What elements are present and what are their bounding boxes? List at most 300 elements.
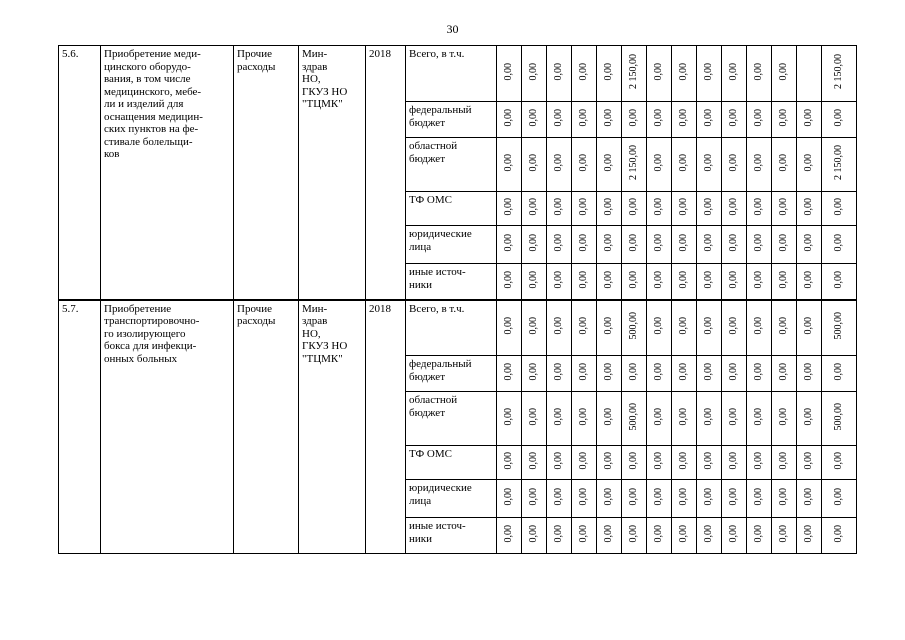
value-cell — [747, 392, 772, 446]
value-text: 0,00 — [528, 234, 539, 252]
value-cell — [622, 300, 647, 356]
funding-source-text: иные источ- ники — [409, 520, 466, 545]
value-cell — [822, 446, 857, 480]
value-cell — [797, 192, 822, 226]
funding-source-text: юридические лица — [409, 482, 472, 507]
value-cell — [672, 300, 697, 356]
value-cell — [597, 518, 622, 554]
value-cell — [797, 392, 822, 446]
value-text: 0,00 — [603, 525, 614, 543]
funding-source — [406, 356, 497, 392]
value-text: 0,00 — [753, 525, 764, 543]
value-text: 0,00 — [653, 317, 664, 335]
value-cell — [722, 46, 747, 102]
value-text: 0,00 — [578, 154, 589, 172]
value-text: 0,00 — [578, 488, 589, 506]
value-text: 0,00 — [678, 452, 689, 470]
value-cell — [497, 392, 522, 446]
value-cell — [572, 138, 597, 192]
value-text: 0,00 — [778, 270, 789, 289]
value-cell — [547, 264, 572, 300]
value-text: 0,00 — [578, 363, 589, 381]
item-number-text: 5.7. — [62, 302, 79, 315]
value-text: 0,00 — [778, 154, 789, 172]
value-text: 0,00 — [753, 198, 764, 216]
value-text: 0,00 — [628, 488, 639, 506]
value-text: 0,00 — [703, 317, 714, 335]
value-text: 0,00 — [833, 270, 844, 289]
value-cell — [497, 356, 522, 392]
value-cell — [772, 264, 797, 300]
funding-source-text: федеральный бюджет — [409, 104, 472, 129]
value-text: 0,00 — [833, 452, 844, 470]
value-cell — [497, 102, 522, 138]
value-cell — [672, 138, 697, 192]
value-text: 2 150,00 — [833, 145, 844, 181]
value-cell — [697, 226, 722, 264]
value-text: 0,00 — [653, 525, 664, 543]
value-cell — [747, 518, 772, 554]
value-text: 0,00 — [753, 317, 764, 335]
funding-source — [406, 480, 497, 518]
value-cell — [597, 300, 622, 356]
value-text: 0,00 — [503, 154, 514, 172]
value-cell — [822, 300, 857, 356]
value-cell — [647, 480, 672, 518]
value-cell — [822, 356, 857, 392]
value-text: 0,00 — [553, 109, 564, 127]
value-cell — [647, 446, 672, 480]
value-cell — [572, 480, 597, 518]
value-text: 0,00 — [578, 109, 589, 127]
value-cell — [647, 356, 672, 392]
value-cell — [597, 356, 622, 392]
value-cell — [647, 226, 672, 264]
value-cell — [797, 138, 822, 192]
value-cell — [797, 46, 822, 102]
item-name — [101, 46, 234, 300]
value-cell — [647, 192, 672, 226]
value-text: 0,00 — [503, 317, 514, 335]
value-cell — [622, 46, 647, 102]
value-cell — [772, 102, 797, 138]
value-text: 0,00 — [678, 408, 689, 426]
executor — [299, 300, 366, 554]
value-cell — [547, 138, 572, 192]
value-text: 0,00 — [803, 198, 814, 216]
value-text: 0,00 — [703, 363, 714, 381]
value-cell — [747, 138, 772, 192]
value-cell — [647, 102, 672, 138]
value-cell — [522, 102, 547, 138]
executor-text: Мин- здрав НО, ГКУЗ НО "ТЦМК" — [302, 48, 348, 110]
expense-type — [234, 300, 299, 554]
value-cell — [747, 264, 772, 300]
value-text: 2 150,00 — [833, 54, 844, 90]
value-cell — [697, 264, 722, 300]
value-cell — [522, 138, 547, 192]
value-text: 0,00 — [703, 452, 714, 470]
value-text: 500,00 — [833, 312, 844, 340]
value-text: 0,00 — [628, 109, 639, 127]
table-row — [59, 46, 857, 102]
funding-source-text: Всего, в т.ч. — [409, 302, 465, 315]
value-cell — [797, 356, 822, 392]
value-text: 0,00 — [503, 488, 514, 506]
value-text: 0,00 — [753, 363, 764, 381]
value-text: 0,00 — [653, 63, 664, 81]
value-text: 0,00 — [603, 270, 614, 289]
value-cell — [597, 46, 622, 102]
value-cell — [772, 446, 797, 480]
value-text: 0,00 — [628, 452, 639, 470]
value-cell — [672, 192, 697, 226]
value-text: 0,00 — [728, 488, 739, 506]
value-text: 0,00 — [778, 363, 789, 381]
year-text: 2018 — [369, 302, 391, 315]
value-cell — [797, 446, 822, 480]
value-text: 0,00 — [628, 270, 639, 289]
value-text: 0,00 — [653, 109, 664, 127]
value-cell — [772, 480, 797, 518]
value-cell — [647, 300, 672, 356]
value-text: 0,00 — [703, 198, 714, 216]
value-text: 0,00 — [553, 488, 564, 506]
value-cell — [522, 356, 547, 392]
value-text: 0,00 — [653, 234, 664, 252]
value-text: 0,00 — [778, 488, 789, 506]
value-cell — [497, 518, 522, 554]
value-text: 0,00 — [803, 270, 814, 289]
value-cell — [772, 138, 797, 192]
value-cell — [697, 446, 722, 480]
value-text: 0,00 — [578, 270, 589, 289]
value-cell — [572, 518, 597, 554]
value-cell — [572, 392, 597, 446]
value-cell — [622, 138, 647, 192]
value-cell — [747, 102, 772, 138]
value-cell — [622, 102, 647, 138]
value-cell — [772, 192, 797, 226]
value-text: 2 150,00 — [628, 54, 639, 90]
value-cell — [722, 446, 747, 480]
value-text: 0,00 — [678, 317, 689, 335]
value-cell — [747, 446, 772, 480]
value-text: 0,00 — [678, 154, 689, 172]
value-cell — [697, 46, 722, 102]
value-cell — [597, 102, 622, 138]
value-cell — [722, 480, 747, 518]
value-cell — [522, 480, 547, 518]
value-cell — [697, 392, 722, 446]
value-text: 0,00 — [753, 109, 764, 127]
value-text: 0,00 — [578, 63, 589, 81]
expense-type — [234, 46, 299, 300]
value-cell — [522, 192, 547, 226]
value-text: 0,00 — [578, 198, 589, 216]
value-text: 0,00 — [803, 488, 814, 506]
value-text: 0,00 — [553, 154, 564, 172]
value-text: 0,00 — [703, 488, 714, 506]
funding-source-text: иные источ- ники — [409, 266, 466, 291]
value-cell — [647, 518, 672, 554]
value-text: 0,00 — [678, 63, 689, 81]
value-text: 0,00 — [728, 452, 739, 470]
value-text: 0,00 — [553, 525, 564, 543]
value-cell — [622, 356, 647, 392]
value-text: 0,00 — [703, 154, 714, 172]
year — [366, 300, 406, 554]
value-text: 0,00 — [803, 109, 814, 127]
value-text: 0,00 — [728, 234, 739, 252]
funding-source — [406, 264, 497, 300]
item-number — [59, 300, 101, 554]
value-cell — [772, 392, 797, 446]
value-cell — [822, 46, 857, 102]
funding-source — [406, 102, 497, 138]
value-cell — [797, 102, 822, 138]
funding-source-text: ТФ ОМС — [409, 448, 452, 460]
value-text: 0,00 — [703, 525, 714, 543]
value-text: 0,00 — [778, 408, 789, 426]
value-text: 0,00 — [778, 234, 789, 252]
executor-text: Мин- здрав НО, ГКУЗ НО "ТЦМК" — [302, 302, 348, 365]
funding-source — [406, 300, 497, 356]
value-text: 0,00 — [753, 234, 764, 252]
value-text: 500,00 — [628, 312, 639, 340]
value-cell — [747, 356, 772, 392]
value-text: 0,00 — [653, 408, 664, 426]
value-text: 0,00 — [653, 198, 664, 216]
value-cell — [697, 480, 722, 518]
value-cell — [672, 518, 697, 554]
page-number: 30 — [446, 22, 459, 36]
value-cell — [597, 264, 622, 300]
funding-source — [406, 46, 497, 102]
value-cell — [597, 446, 622, 480]
value-cell — [697, 518, 722, 554]
value-text: 0,00 — [503, 363, 514, 381]
value-text: 0,00 — [833, 109, 844, 127]
value-text: 0,00 — [553, 63, 564, 81]
value-text: 0,00 — [678, 488, 689, 506]
value-text: 0,00 — [833, 363, 844, 381]
value-cell — [597, 392, 622, 446]
value-text: 0,00 — [503, 109, 514, 127]
value-cell — [572, 226, 597, 264]
value-text: 0,00 — [728, 363, 739, 381]
value-text: 0,00 — [778, 63, 789, 81]
value-cell — [497, 264, 522, 300]
value-text: 0,00 — [728, 63, 739, 81]
value-cell — [497, 138, 522, 192]
value-cell — [722, 102, 747, 138]
value-cell — [622, 518, 647, 554]
value-text: 0,00 — [553, 363, 564, 381]
value-cell — [722, 192, 747, 226]
value-cell — [622, 446, 647, 480]
value-text: 0,00 — [528, 525, 539, 543]
year — [366, 46, 406, 300]
value-cell — [647, 138, 672, 192]
value-cell — [547, 102, 572, 138]
value-text: 0,00 — [603, 408, 614, 426]
value-cell — [597, 226, 622, 264]
value-cell — [672, 46, 697, 102]
funding-source-text: областной бюджет — [409, 394, 458, 419]
value-cell — [797, 518, 822, 554]
value-cell — [697, 356, 722, 392]
value-text: 0,00 — [753, 452, 764, 470]
value-text: 0,00 — [728, 408, 739, 426]
value-text: 0,00 — [553, 198, 564, 216]
value-text: 0,00 — [528, 198, 539, 216]
value-cell — [622, 264, 647, 300]
value-text: 0,00 — [833, 234, 844, 252]
value-cell — [672, 356, 697, 392]
value-text: 0,00 — [703, 63, 714, 81]
value-cell — [797, 226, 822, 264]
value-text: 0,00 — [503, 234, 514, 252]
executor — [299, 46, 366, 300]
value-text: 0,00 — [578, 452, 589, 470]
funding-source-text: ТФ ОМС — [409, 194, 452, 206]
value-cell — [572, 264, 597, 300]
value-text: 0,00 — [778, 198, 789, 216]
item-number-text: 5.6. — [62, 48, 79, 60]
value-text: 0,00 — [803, 154, 814, 172]
funding-source-text: юридические лица — [409, 228, 472, 253]
value-text: 0,00 — [528, 452, 539, 470]
value-text: 0,00 — [628, 234, 639, 252]
value-text: 0,00 — [603, 109, 614, 127]
value-text: 0,00 — [728, 109, 739, 127]
value-text: 0,00 — [553, 452, 564, 470]
value-cell — [547, 392, 572, 446]
value-cell — [547, 518, 572, 554]
value-text: 0,00 — [528, 363, 539, 381]
value-text: 500,00 — [833, 403, 844, 431]
value-text: 0,00 — [503, 452, 514, 470]
value-cell — [522, 226, 547, 264]
value-cell — [772, 46, 797, 102]
value-cell — [822, 480, 857, 518]
value-text: 0,00 — [628, 525, 639, 543]
value-text: 0,00 — [728, 317, 739, 335]
value-cell — [672, 446, 697, 480]
value-text: 0,00 — [833, 525, 844, 543]
value-cell — [597, 138, 622, 192]
value-text: 0,00 — [503, 63, 514, 81]
item-name-text: Приобретение транспортировочно- го изолирующего бокса для инфекци- онных больных — [104, 302, 200, 365]
value-text: 0,00 — [653, 452, 664, 470]
value-cell — [722, 226, 747, 264]
value-text: 0,00 — [653, 363, 664, 381]
value-cell — [747, 226, 772, 264]
value-cell — [772, 300, 797, 356]
value-cell — [547, 192, 572, 226]
item-name-text: Приобретение меди- цинского оборудо- вания, в том числе медицинского, мебе- ли и изделий для оснащения медицин- ских пунктов на фе- стивале болельщи- ков — [104, 48, 203, 160]
value-text: 0,00 — [753, 270, 764, 289]
value-text: 0,00 — [603, 488, 614, 506]
value-text: 0,00 — [528, 270, 539, 289]
value-cell — [747, 300, 772, 356]
value-text: 0,00 — [553, 408, 564, 426]
value-cell — [672, 102, 697, 138]
value-cell — [522, 446, 547, 480]
value-cell — [547, 226, 572, 264]
value-text: 0,00 — [603, 198, 614, 216]
value-cell — [822, 138, 857, 192]
value-text: 0,00 — [553, 317, 564, 335]
value-cell — [697, 300, 722, 356]
year-text: 2018 — [369, 48, 391, 60]
value-cell — [497, 46, 522, 102]
value-text: 0,00 — [803, 363, 814, 381]
value-text: 0,00 — [503, 408, 514, 426]
value-cell — [522, 392, 547, 446]
value-text: 0,00 — [803, 452, 814, 470]
value-text: 0,00 — [553, 270, 564, 289]
value-cell — [622, 392, 647, 446]
value-text: 0,00 — [678, 270, 689, 289]
value-text: 0,00 — [728, 525, 739, 543]
value-cell — [722, 356, 747, 392]
value-cell — [822, 226, 857, 264]
value-text: 0,00 — [603, 154, 614, 172]
value-cell — [497, 480, 522, 518]
value-cell — [772, 356, 797, 392]
value-cell — [497, 300, 522, 356]
value-text: 0,00 — [728, 270, 739, 289]
value-cell — [697, 138, 722, 192]
value-cell — [822, 392, 857, 446]
value-text: 0,00 — [528, 408, 539, 426]
value-cell — [697, 102, 722, 138]
value-text: 0,00 — [833, 198, 844, 216]
value-text: 0,00 — [653, 488, 664, 506]
value-text: 0,00 — [803, 525, 814, 543]
value-cell — [597, 480, 622, 518]
value-cell — [822, 192, 857, 226]
value-cell — [647, 46, 672, 102]
value-cell — [672, 226, 697, 264]
value-text: 0,00 — [753, 63, 764, 81]
value-cell — [522, 46, 547, 102]
value-text: 0,00 — [578, 234, 589, 252]
value-text: 0,00 — [778, 317, 789, 335]
funding-source — [406, 226, 497, 264]
value-cell — [497, 446, 522, 480]
value-text: 0,00 — [553, 234, 564, 252]
value-cell — [572, 446, 597, 480]
value-text: 0,00 — [578, 408, 589, 426]
value-cell — [547, 46, 572, 102]
item-name — [101, 300, 234, 554]
value-cell — [747, 480, 772, 518]
value-text: 0,00 — [778, 109, 789, 127]
value-cell — [622, 192, 647, 226]
value-cell — [797, 300, 822, 356]
value-cell — [572, 192, 597, 226]
value-cell — [572, 102, 597, 138]
value-cell — [622, 226, 647, 264]
value-cell — [497, 226, 522, 264]
value-cell — [797, 264, 822, 300]
value-text: 0,00 — [603, 63, 614, 81]
value-cell — [722, 138, 747, 192]
value-text: 500,00 — [628, 403, 639, 431]
